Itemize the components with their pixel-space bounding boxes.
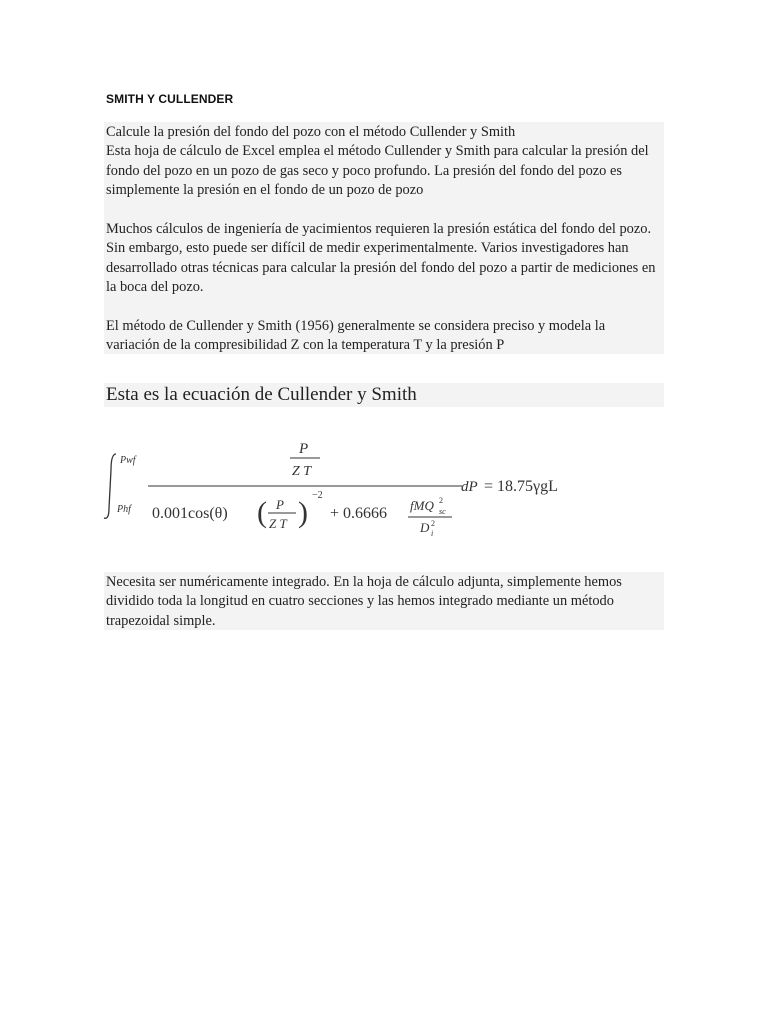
paren-p: P	[276, 497, 284, 512]
diameter-squared: 2	[431, 519, 435, 528]
left-paren: (	[257, 496, 267, 529]
coefficient-cos: 0.001cos(θ)	[152, 505, 228, 522]
differential-dp: dP	[461, 479, 478, 495]
exponent: −2	[312, 490, 323, 501]
diameter-subscript: i	[431, 529, 434, 538]
paren-zt: Z T	[269, 516, 287, 531]
closing-paragraph: Necesita ser numéricamente integrado. En la hoja de cálculo adjunta, simplemente hemos dividido toda la longitud en cuatro secciones y las hemos integrado mediante un método trapezoidal simple.	[106, 574, 622, 629]
friction-flow-term: fMQ	[410, 498, 434, 513]
upper-limit: Pwf	[120, 455, 136, 466]
integral-sign-icon	[104, 454, 116, 518]
closing-section	[104, 572, 664, 630]
intro-paragraph-1: Esta hoja de cálculo de Excel emplea el método Cullender y Smith para calcular la presión del fondo del pozo en un pozo de gas seco y poco profundo. La presión del fondo del pozo es simplemente la presión en el fondo de un pozo de pozo	[106, 143, 649, 199]
document-title: SMITH Y CULLENDER	[106, 92, 234, 106]
numerator-zt: Z T	[292, 464, 312, 479]
equation-svg	[100, 430, 600, 542]
flow-subscript: sc	[439, 507, 446, 516]
right-paren: )	[298, 496, 308, 529]
lower-limit: Phf	[117, 504, 131, 515]
numerator-p: P	[299, 441, 309, 457]
diameter: D	[420, 520, 430, 535]
equation-heading-bar	[104, 383, 664, 407]
plus-coefficient: + 0.6666	[330, 505, 388, 522]
cullender-smith-equation-image	[100, 430, 600, 542]
right-hand-side: = 18.75γgL	[484, 478, 558, 495]
equation-heading: Esta es la ecuación de Cullender y Smith	[106, 384, 417, 405]
flow-squared: 2	[439, 496, 443, 505]
intro-first-line: Calcule la presión del fondo del pozo con el método Cullender y Smith	[106, 124, 516, 140]
intro-paragraph-2: Muchos cálculos de ingeniería de yacimientos requieren la presión estática del fondo del pozo. Sin embargo, esto puede ser difícil de medir experimentalmente. Varios investigadores han desarrollado otras técnicas para calcular la presión del fondo del pozo a partir de mediciones en la boca del pozo.	[106, 221, 656, 296]
intro-section	[104, 122, 664, 354]
intro-paragraph-3: El método de Cullender y Smith (1956) generalmente se considera preciso y modela la variación de la compresibilidad Z con la temperatura T y la presión P	[106, 318, 606, 354]
